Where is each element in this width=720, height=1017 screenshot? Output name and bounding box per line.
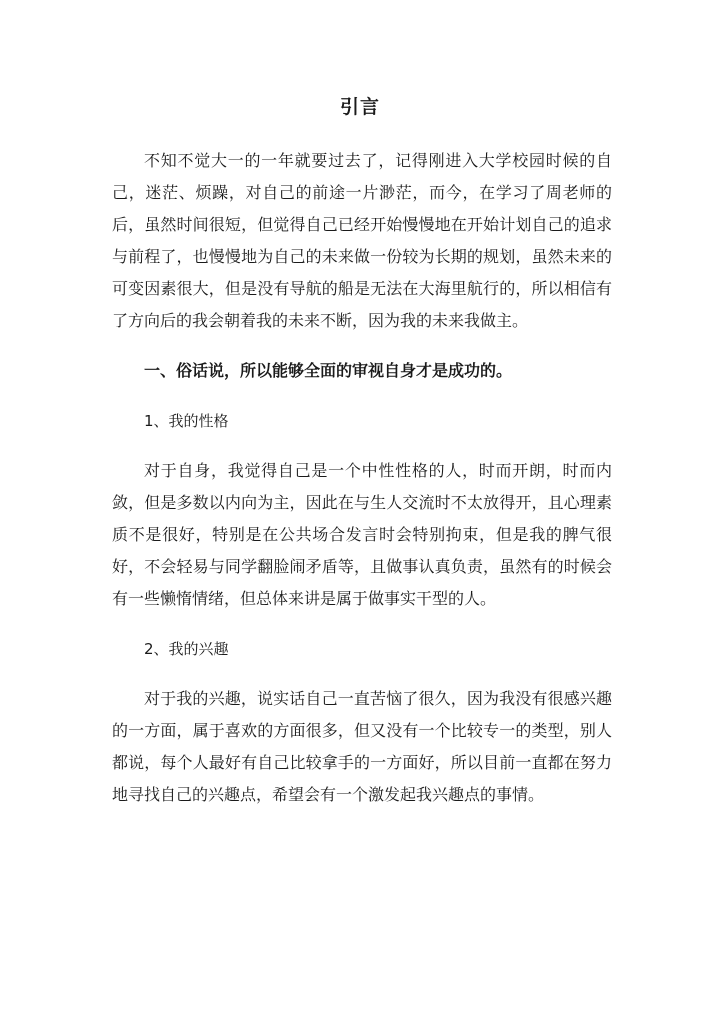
section-heading: 一、俗话说，所以能够全面的审视自身才是成功的。 [144,361,513,380]
spacer [112,337,612,355]
spacer [112,615,612,633]
intro-paragraph: 不知不觉大一的一年就要过去了，记得刚进入大学校园时候的自己，迷茫、烦躁，对自己的前途一片渺茫，而今，在学习了周老师的后，虽然时间很短，但觉得自己已经开始慢慢地在开始计划自己的追求与前程了，也慢慢地为自己的未来做一份较为长期的规划，虽然未来的可变因素很大，但是没有导航的船是无法在大海里航行的，所以相信有了方向后的我会朝着我的未来不断，因为我的未来我做主。 [112,151,612,330]
interests-paragraph: 对于我的兴趣，说实话自己一直苦恼了很久，因为我没有很感兴趣的一方面，属于喜欢的方面很多，但又没有一个比较专一的类型，别人都说，每个人最好有自己比较拿手的一方面好，所以目前一直都在努力地寻找自己的兴趣点，希望会有一个激发起我兴趣点的事情。 [112,689,612,804]
spacer [112,437,612,455]
subsection-heading-personality: 1、我的性格 [144,412,229,430]
spacer [112,665,612,683]
spacer [112,387,612,405]
page-title: 引言 [339,96,380,118]
personality-paragraph: 对于自身，我觉得自己是一个中性性格的人，时而开朗，时而内敛，但是多数以内向为主，因此在与生人交流时不太放得开，且心理素质不是很好，特别是在公共场合发言时会特别拘束，但是我的脾气很好，不会轻易与同学翻脸闹矛盾等，且做事认真负责，虽然有的时候会有一些懒惰情绪，但总体来讲是属于做事实干型的人。 [112,461,612,608]
subsection-heading-interests: 2、我的兴趣 [144,640,229,658]
document-body [112,145,612,811]
